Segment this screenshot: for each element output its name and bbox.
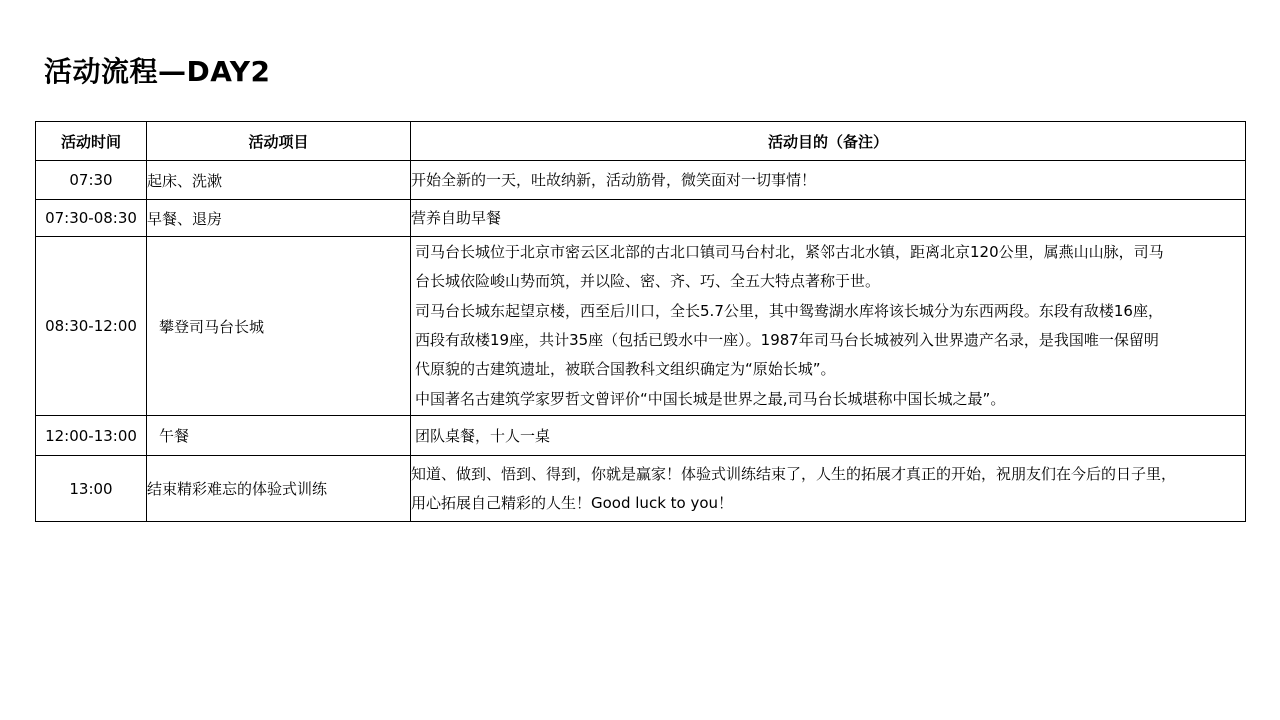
header-item: 活动项目 — [147, 122, 411, 161]
table-row — [36, 456, 1246, 522]
row-note — [411, 161, 1246, 200]
row-item: 起床、洗漱 — [147, 161, 411, 200]
row-item: 攀登司马台长城 — [147, 237, 411, 416]
schedule-table — [35, 121, 1246, 522]
note-line: 中国著名古建筑学家罗哲文曾评价“中国长城是世界之最,司马台长城堪称中国长城之最”。 — [415, 389, 1006, 408]
page-title: 活动流程—DAY2 — [44, 55, 271, 88]
note-line: 用心拓展自己精彩的人生！Good luck to you！ — [411, 493, 734, 512]
note-block — [411, 460, 1245, 518]
row-item: 结束精彩难忘的体验式训练 — [147, 456, 411, 522]
row-note — [411, 237, 1246, 416]
note-line: 开始全新的一天，吐故纳新，活动筋骨，微笑面对一切事情！ — [411, 171, 817, 189]
table-row — [36, 161, 1246, 200]
note-line: 知道、做到、悟到、得到，你就是赢家！体验式训练结束了，人生的拓展才真正的开始，祝朋友们在今后的日子里， — [411, 464, 1177, 483]
table-row — [36, 416, 1246, 456]
row-time: 07:30 — [36, 161, 147, 200]
row-item: 早餐、退房 — [147, 200, 411, 237]
row-time: 08:30-12:00 — [36, 237, 147, 416]
note-line: 司马台长城位于北京市密云区北部的古北口镇司马台村北，紧邻古北水镇，距离北京120公里，属燕山山脉，司马 — [415, 243, 1164, 262]
note-line: 司马台长城东起望京楼，西至后川口，全长5.7公里，其中鸳鸯湖水库将该长城分为东西两段。东段有敌楼16座， — [415, 301, 1163, 320]
table-row — [36, 200, 1246, 237]
note-line: 代原貌的古建筑遗址，被联合国教科文组织确定为“原始长城”。 — [415, 360, 836, 379]
row-note — [411, 416, 1246, 456]
header-time: 活动时间 — [36, 122, 147, 161]
row-note — [411, 456, 1246, 522]
note-line: 台长城依险峻山势而筑，并以险、密、齐、巧、全五大特点著称于世。 — [415, 272, 881, 291]
row-note — [411, 200, 1246, 237]
header-purpose: 活动目的（备注） — [411, 122, 1246, 161]
note-line: 西段有敌楼19座，共计35座（包括已毁水中一座）。1987年司马台长城被列入世界遗产名录，是我国唯一保留明 — [415, 331, 1159, 349]
row-time: 12:00-13:00 — [36, 416, 147, 456]
note-line: 营养自助早餐 — [411, 209, 502, 227]
row-time: 13:00 — [36, 456, 147, 522]
row-item: 午餐 — [147, 416, 411, 456]
row-time: 07:30-08:30 — [36, 200, 147, 237]
table-header-row — [36, 122, 1246, 161]
note-line: 团队桌餐，十人一桌 — [415, 426, 551, 445]
note-block — [411, 238, 1245, 414]
table-row — [36, 237, 1246, 416]
